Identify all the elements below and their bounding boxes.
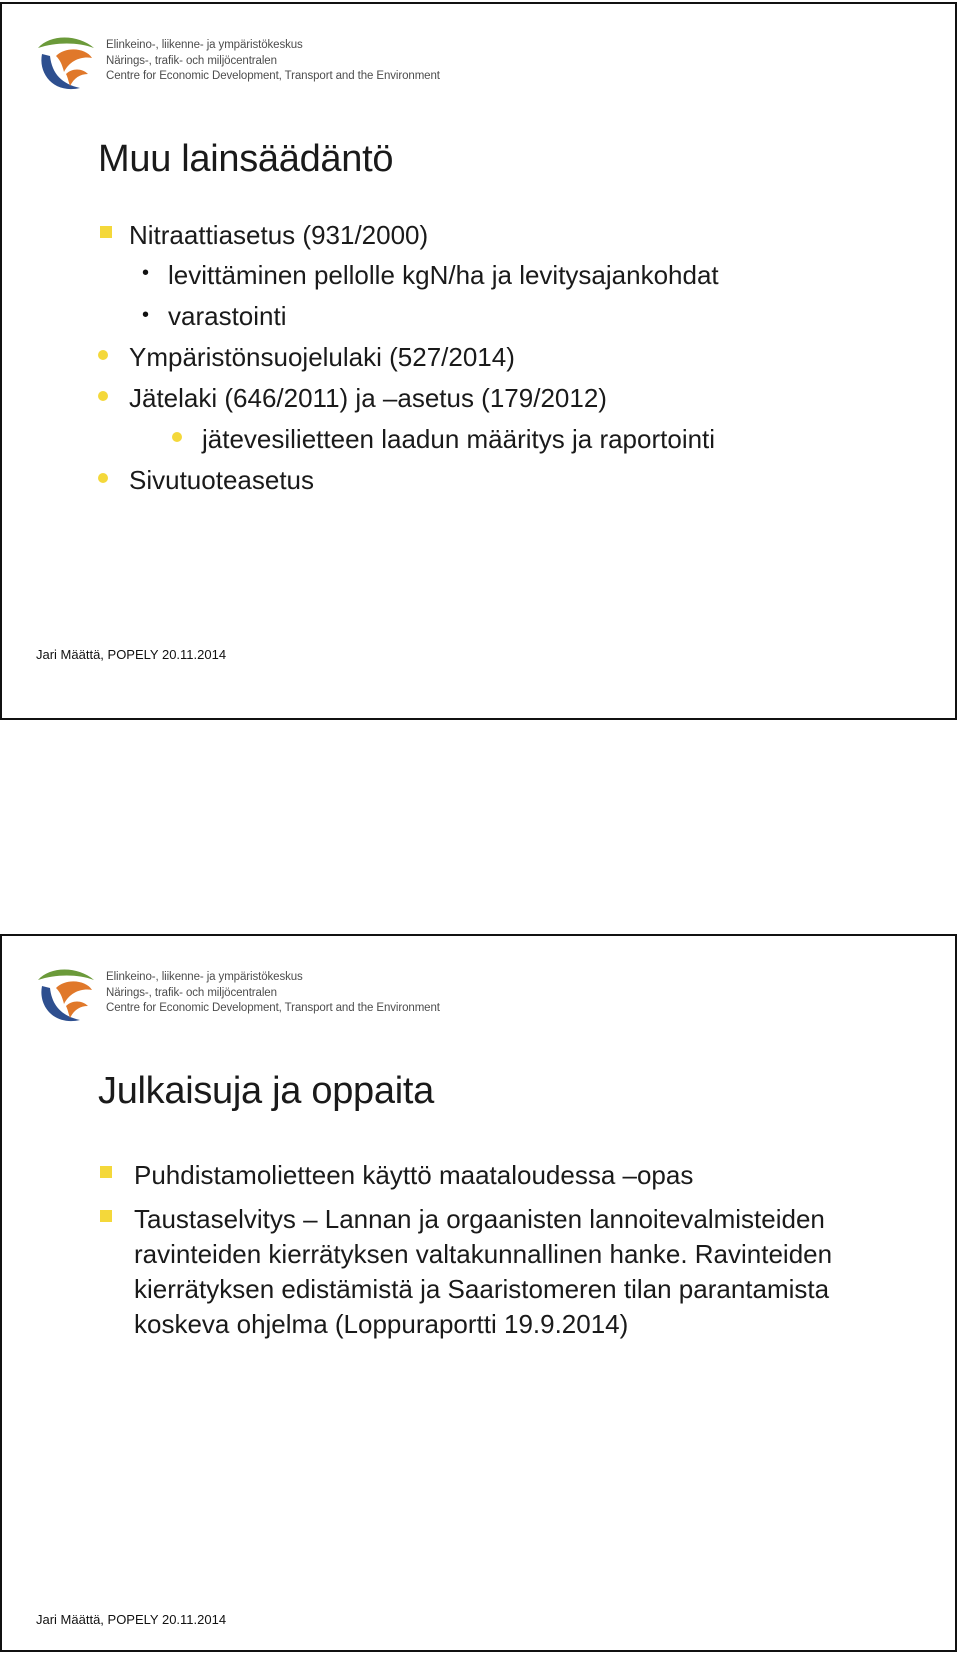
org-name	[106, 970, 440, 1017]
slide-title: Muu lainsäädäntö	[98, 138, 394, 180]
dot-bullet-icon	[172, 432, 182, 442]
sub-bullet-item: varastointi	[168, 301, 287, 331]
bullet-item: Nitraattiasetus (931/2000)	[129, 220, 429, 250]
org-name	[106, 38, 440, 85]
slide-1	[0, 2, 957, 720]
ely-centre-leaf-icon	[36, 966, 98, 1026]
square-bullet-icon	[100, 1166, 112, 1178]
slide-footer: Jari Määttä, POPELY 20.11.2014	[36, 647, 227, 662]
square-bullet-icon	[100, 1210, 112, 1222]
org-name-en: Centre for Economic Development, Transport and the Environment	[106, 1002, 440, 1014]
bullet-item: Sivutuoteasetus	[129, 465, 315, 495]
bullet-item: Taustaselvitys – Lannan ja orgaanisten lannoitevalmisteiden ravinteiden kierrätyksen valtakunnallinen hanke. Ravinteiden kierrätyksen edistämistä ja Saaristomeren tilan parantamista koskeva ohjelma (Loppuraportti 19.9.2014)	[134, 1204, 833, 1339]
slide-footer: Jari Määttä, POPELY 20.11.2014	[36, 1612, 227, 1627]
slide-2	[0, 934, 957, 1652]
org-name-en: Centre for Economic Development, Transport and the Environment	[106, 70, 440, 82]
org-name-fi: Elinkeino-, liikenne- ja ympäristökeskus	[106, 39, 303, 51]
org-name-sv: Närings-, trafik- och miljöcentralen	[106, 54, 277, 67]
ely-logo	[36, 964, 440, 1028]
ely-centre-leaf-icon	[36, 34, 98, 94]
dot-bullet-icon: •	[142, 304, 150, 326]
slide-title: Julkaisuja ja oppaita	[98, 1070, 434, 1112]
dot-bullet-icon	[98, 473, 108, 483]
sub-bullet-item: levittäminen pellolle kgN/ha ja levitysajankohdat	[168, 260, 719, 290]
bullet-item: Puhdistamolietteen käyttö maataloudessa –opas	[134, 1160, 694, 1190]
ely-logo	[36, 32, 440, 96]
bullet-item: Jätelaki (646/2011) ja –asetus (179/2012)	[129, 383, 607, 413]
org-name-fi: Elinkeino-, liikenne- ja ympäristökeskus	[106, 971, 303, 983]
bullet-item: Ympäristönsuojelulaki (527/2014)	[129, 342, 515, 372]
dot-bullet-icon	[98, 391, 108, 401]
sub-bullet-item: jätevesilietteen laadun määritys ja raportointi	[202, 424, 716, 454]
square-bullet-icon	[100, 226, 112, 238]
org-name-sv: Närings-, trafik- och miljöcentralen	[106, 986, 277, 999]
dot-bullet-icon	[98, 350, 108, 360]
dot-bullet-icon: •	[142, 262, 150, 284]
